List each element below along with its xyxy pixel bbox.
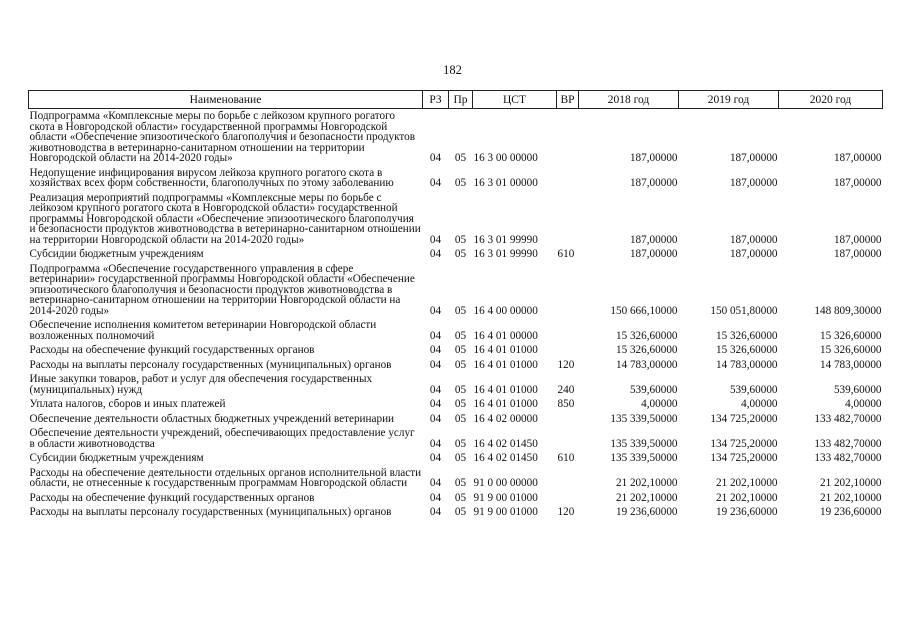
row-rz: 04 (429, 344, 442, 356)
row-amount-2020: 187,00000 (833, 233, 882, 246)
row-amount-2020: 15 326,60000 (819, 344, 882, 356)
row-rz: 04 (429, 412, 442, 425)
row-name: Обеспечение деятельности учреждений, обеспечивающих предоставление услуг в области животноводства (29, 427, 415, 450)
header-vr: ВР (557, 91, 579, 109)
row-pr: 05 (454, 452, 467, 464)
row-amount-2019: 14 783,00000 (715, 358, 778, 371)
row-amount-2019: 21 202,10000 (715, 477, 778, 489)
row-pr: 05 (454, 344, 467, 356)
row-amount-2018: 187,00000 (629, 177, 678, 189)
row-amount-2020: 133 482,70000 (814, 412, 882, 425)
row-rz: 04 (429, 329, 442, 342)
row-amount-2020: 187,00000 (833, 152, 882, 164)
row-amount-2018: 135 339,50000 (610, 452, 678, 464)
row-amount-2019: 187,00000 (729, 177, 778, 189)
table-row (29, 247, 883, 262)
row-cst: 16 4 01 01000 (473, 383, 538, 396)
row-cst: 16 4 01 01000 (473, 358, 538, 371)
table-row (29, 191, 883, 248)
row-vr (557, 426, 579, 451)
row-name: Расходы на выплаты персоналу государственных (муниципальных) органов (29, 358, 392, 371)
row-rz: 04 (429, 437, 442, 450)
header-2020: 2020 год (779, 91, 883, 109)
row-name: Недопущение инфицирования вирусом лейкоза крупного рогатого скота в хозяйствах всех форм собственности, благополучных по этому заболеванию (29, 166, 394, 189)
row-rz: 04 (429, 177, 442, 189)
row-amount-2020: 15 326,60000 (819, 329, 882, 342)
row-pr: 05 (454, 398, 467, 410)
budget-table (28, 90, 883, 520)
row-amount-2018: 4,00000 (641, 398, 678, 410)
header-name: Наименование (29, 91, 423, 109)
row-amount-2019: 134 725,20000 (710, 452, 778, 464)
row-cst: 91 9 00 01000 (473, 491, 538, 504)
row-amount-2020: 14 783,00000 (819, 358, 882, 371)
header-cst: ЦСТ (473, 91, 557, 109)
row-cst: 16 3 01 99990 (473, 248, 538, 260)
row-vr: 120 (557, 506, 575, 518)
row-pr: 05 (454, 248, 467, 260)
page-number: 182 (443, 63, 462, 77)
row-cst: 16 4 02 01450 (473, 437, 538, 450)
row-amount-2020: 21 202,10000 (819, 491, 882, 504)
row-name: Расходы на выплаты персоналу государственных (муниципальных) органов (29, 506, 392, 518)
row-vr: 610 (557, 248, 575, 260)
row-pr: 05 (454, 383, 467, 396)
row-rz: 04 (429, 398, 442, 410)
row-vr: 610 (557, 452, 575, 464)
row-pr: 05 (454, 304, 467, 317)
table-row (29, 491, 883, 506)
row-pr: 05 (454, 177, 467, 189)
header-rz: РЗ (423, 91, 449, 109)
header-2018: 2018 год (579, 91, 679, 109)
table-row (29, 343, 883, 358)
table-row (29, 372, 883, 397)
row-pr: 05 (454, 412, 467, 425)
row-name: Обеспечение исполнения комитетом ветеринарии Новгородской области возложенных полномочий (29, 319, 377, 342)
row-amount-2018: 187,00000 (629, 233, 678, 246)
row-amount-2018: 135 339,50000 (610, 412, 678, 425)
row-cst: 16 4 02 01450 (473, 452, 538, 464)
row-cst: 16 4 02 00000 (473, 412, 538, 425)
row-amount-2018: 21 202,10000 (615, 477, 678, 489)
table-row (29, 397, 883, 412)
row-amount-2020: 148 809,30000 (814, 304, 882, 317)
row-amount-2018: 19 236,60000 (615, 506, 678, 518)
row-amount-2019: 150 051,80000 (710, 304, 778, 317)
row-vr: 850 (557, 398, 575, 410)
row-cst: 91 0 00 00000 (473, 477, 538, 489)
table-row (29, 466, 883, 491)
row-amount-2019: 187,00000 (729, 248, 778, 260)
row-pr: 05 (454, 152, 467, 164)
row-name: Субсидии бюджетным учреждениям (29, 452, 204, 464)
table-body (29, 109, 883, 520)
row-pr: 05 (454, 437, 467, 450)
row-vr (557, 166, 579, 191)
row-rz: 04 (429, 233, 442, 246)
row-amount-2019: 187,00000 (729, 233, 778, 246)
row-amount-2018: 187,00000 (629, 248, 678, 260)
row-name: Уплата налогов, сборов и иных платежей (29, 398, 226, 410)
row-amount-2018: 14 783,00000 (615, 358, 678, 371)
row-vr (557, 262, 579, 319)
table-row (29, 318, 883, 343)
row-amount-2019: 4,00000 (741, 398, 778, 410)
row-rz: 04 (429, 383, 442, 396)
row-amount-2020: 187,00000 (833, 248, 882, 260)
row-pr: 05 (454, 358, 467, 371)
row-vr (557, 191, 579, 248)
row-name: Расходы на обеспечение деятельности отдельных органов исполнительной власти области, не отнесенные к государственным программам Новгородской области (29, 466, 422, 489)
row-cst: 16 4 00 00000 (473, 304, 538, 317)
row-amount-2019: 134 725,20000 (710, 412, 778, 425)
table-row (29, 109, 883, 166)
row-amount-2018: 15 326,60000 (615, 329, 678, 342)
row-pr: 05 (454, 506, 467, 518)
row-cst: 16 4 01 01000 (473, 398, 538, 410)
row-name: Иные закупки товаров, работ и услуг для обеспечения государственных (муниципальных) нужд (29, 373, 373, 396)
row-pr: 05 (454, 233, 467, 246)
row-name: Подпрограмма «Обеспечение государственного управления в сфере ветеринарии» государственной программы Новгородской области «Обеспечение эпизоотического благополучия и безопасности продуктов животноводства в ветеринарно-санитарном отношении на территории Новгородской области на 2014-2020 годы» (29, 262, 415, 317)
header-2019: 2019 год (679, 91, 779, 109)
row-amount-2018: 135 339,50000 (610, 437, 678, 450)
row-cst: 91 9 00 01000 (473, 506, 538, 518)
row-amount-2020: 4,00000 (845, 398, 882, 410)
row-rz: 04 (429, 452, 442, 464)
table-row (29, 166, 883, 191)
row-vr (557, 491, 579, 506)
row-amount-2018: 187,00000 (629, 152, 678, 164)
row-amount-2019: 539,60000 (729, 383, 778, 396)
table-row (29, 358, 883, 373)
table-row (29, 262, 883, 319)
row-amount-2020: 19 236,60000 (819, 506, 882, 518)
row-amount-2018: 150 666,10000 (610, 304, 678, 317)
row-vr (557, 109, 579, 166)
table-header-row (29, 91, 883, 109)
row-cst: 16 3 01 99990 (473, 233, 538, 246)
row-name: Реализация мероприятий подпрограммы «Комплексные меры по борьбе с лейкозом крупного рогатого скота в Новгородской области» государственной программы Новгородской области «Обеспечение эпизоотического благополучия и безопасности продуктов животноводства в ветеринарно-санитарном отношении на территории Новгородской области на 2014-2020 годы» (29, 191, 421, 246)
row-amount-2020: 133 482,70000 (814, 437, 882, 450)
row-amount-2019: 134 725,20000 (710, 437, 778, 450)
row-vr (557, 412, 579, 427)
row-rz: 04 (429, 358, 442, 371)
row-rz: 04 (429, 304, 442, 317)
row-pr: 05 (454, 491, 467, 504)
table-row (29, 505, 883, 520)
row-rz: 04 (429, 248, 442, 260)
row-amount-2019: 15 326,60000 (715, 329, 778, 342)
row-name: Субсидии бюджетным учреждениям (29, 248, 204, 260)
row-cst: 16 4 01 00000 (473, 329, 538, 342)
row-amount-2019: 21 202,10000 (715, 491, 778, 504)
row-amount-2020: 187,00000 (833, 177, 882, 189)
row-pr: 05 (454, 329, 467, 342)
row-amount-2020: 539,60000 (833, 383, 882, 396)
row-vr: 120 (557, 358, 575, 371)
row-rz: 04 (429, 506, 442, 518)
row-vr: 240 (557, 383, 575, 396)
row-name: Обеспечение деятельности областных бюджетных учреждений ветеринарии (29, 412, 395, 425)
row-amount-2018: 539,60000 (629, 383, 678, 396)
row-vr (557, 466, 579, 491)
row-cst: 16 3 00 00000 (473, 152, 538, 164)
row-amount-2019: 19 236,60000 (715, 506, 778, 518)
row-vr (557, 343, 579, 358)
row-amount-2020: 133 482,70000 (814, 452, 882, 464)
row-cst: 16 4 01 01000 (473, 344, 538, 356)
row-pr: 05 (454, 477, 467, 489)
table-row (29, 451, 883, 466)
row-cst: 16 3 01 00000 (473, 177, 538, 189)
row-amount-2018: 21 202,10000 (615, 491, 678, 504)
header-pr: Пр (449, 91, 473, 109)
table-row (29, 426, 883, 451)
row-amount-2018: 15 326,60000 (615, 344, 678, 356)
row-vr (557, 318, 579, 343)
row-rz: 04 (429, 477, 442, 489)
row-rz: 04 (429, 491, 442, 504)
row-amount-2019: 15 326,60000 (715, 344, 778, 356)
row-amount-2020: 21 202,10000 (819, 477, 882, 489)
row-amount-2019: 187,00000 (729, 152, 778, 164)
table-row (29, 412, 883, 427)
row-name: Подпрограмма «Комплексные меры по борьбе с лейкозом крупного рогатого скота в Новгородской области» государственной программы Новгородской области «Обеспечение эпизоотического благополучия и безопасности продуктов животноводства в ветеринарно-санитарном отношении на территории Новгородской области на 2014-2020 годы» (29, 110, 416, 164)
row-rz: 04 (429, 152, 442, 164)
row-name: Расходы на обеспечение функций государственных органов (29, 344, 315, 356)
row-name: Расходы на обеспечение функций государственных органов (29, 491, 315, 504)
